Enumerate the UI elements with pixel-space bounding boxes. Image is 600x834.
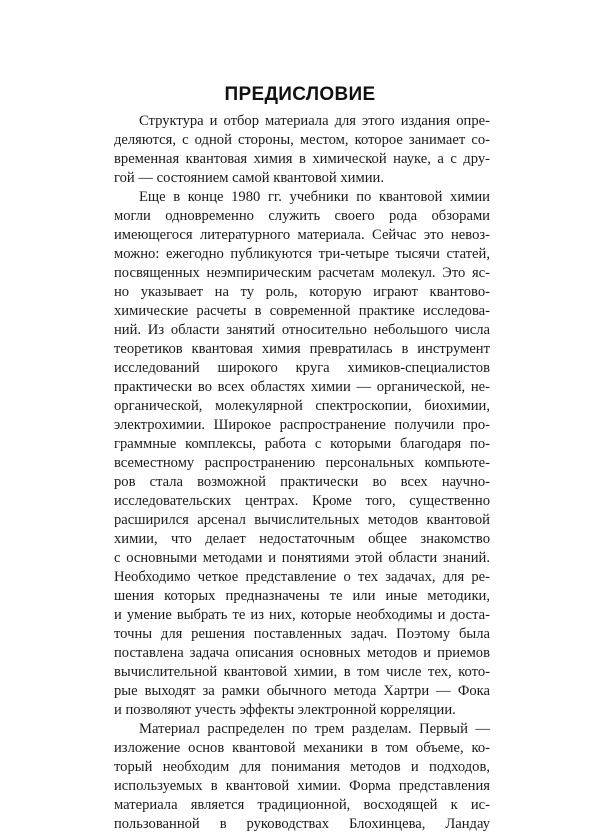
text-line: гой — состоянием самой квантовой химии. <box>114 170 384 186</box>
text-line: пользованной в руководствах Блохинцева, Ландау <box>114 816 490 832</box>
text-line: используемых в квантовой химии. Форма представления <box>114 778 490 794</box>
text-line: вычислительной квантовой химии, в том числе тех, кото- <box>114 664 490 680</box>
text-line: изложение основ квантовой механики в том объеме, ко- <box>114 740 490 756</box>
text-line: имеющегося литературного материала. Сейчас это невоз- <box>114 227 490 243</box>
body-text <box>114 112 490 834</box>
text-line: с основными методами и понятиями этой области знаний. <box>114 550 490 566</box>
text-line: электрохимии. Широкое распространение получили про- <box>114 417 490 433</box>
text-line: временная квантовая химия в химической науке, а с дру- <box>114 151 490 167</box>
text-line: Структура и отбор материала для этого издания опре- <box>139 113 490 129</box>
text-line: могли одновременно служить своего рода обзорами <box>114 208 490 224</box>
text-line: расширился арсенал вычислительных методов квантовой <box>114 512 490 528</box>
text-line: всеместному распространению персональных компьюте- <box>114 455 490 471</box>
paragraph <box>114 188 490 720</box>
text-line: ний. Из области занятий относительно небольшого числа <box>114 322 490 338</box>
text-line: Еще в конце 1980 гг. учебники по квантовой химии <box>139 189 490 205</box>
text-line: и умение выбрать те из них, которые необходимы и доста- <box>114 607 490 623</box>
paragraph <box>114 720 490 834</box>
text-line: органической, молекулярной спектроскопии, биохимии, <box>114 398 490 414</box>
text-line: исследований широкого круга химиков-специалистов <box>114 360 490 376</box>
text-line: химии, что делает недостаточным общее знакомство <box>114 531 490 547</box>
text-line: деляются, с одной стороны, местом, которое занимает со- <box>114 132 490 148</box>
text-line: и позволяют учесть эффекты электронной корреляции. <box>114 702 456 718</box>
paragraph <box>114 112 490 188</box>
page-title: ПРЕДИСЛОВИЕ <box>224 84 376 105</box>
text-line: можно: ежегодно публикуются три-четыре тысячи статей, <box>114 246 490 262</box>
text-line: Материал распределен по трем разделам. Первый — <box>139 721 490 737</box>
text-line: ров стала возможной практически во всех научно- <box>114 474 490 490</box>
text-line: посвященных неэмпирическим расчетам молекул. Это яс- <box>114 265 490 281</box>
text-line: исследовательских центрах. Кроме того, существенно <box>114 493 490 509</box>
text-line: теоретиков квантовая химия превратилась в инструмент <box>114 341 490 357</box>
text-line: химические расчеты в современной практике исследова- <box>114 303 490 319</box>
text-line: поставлена задача описания основных методов и приемов <box>114 645 490 661</box>
text-line: шения которых предназначены те или иные методики, <box>114 588 490 604</box>
text-line: Необходимо четкое представление о тех задачах, для ре- <box>114 569 490 585</box>
text-line: рые выходят за рамки обычного метода Хартри — Фока <box>114 683 490 699</box>
text-line: торый необходим для понимания методов и подходов, <box>114 759 490 775</box>
text-line: практически во всех областях химии — органической, не- <box>114 379 490 395</box>
text-line: точны для решения поставленных задач. Поэтому была <box>114 626 490 642</box>
text-line: но указывает на ту роль, которую играют квантово- <box>114 284 490 300</box>
text-line: материала является традиционной, восходящей к ис- <box>114 797 490 813</box>
text-line: граммные комплексы, работа с которыми благодаря по- <box>114 436 490 452</box>
